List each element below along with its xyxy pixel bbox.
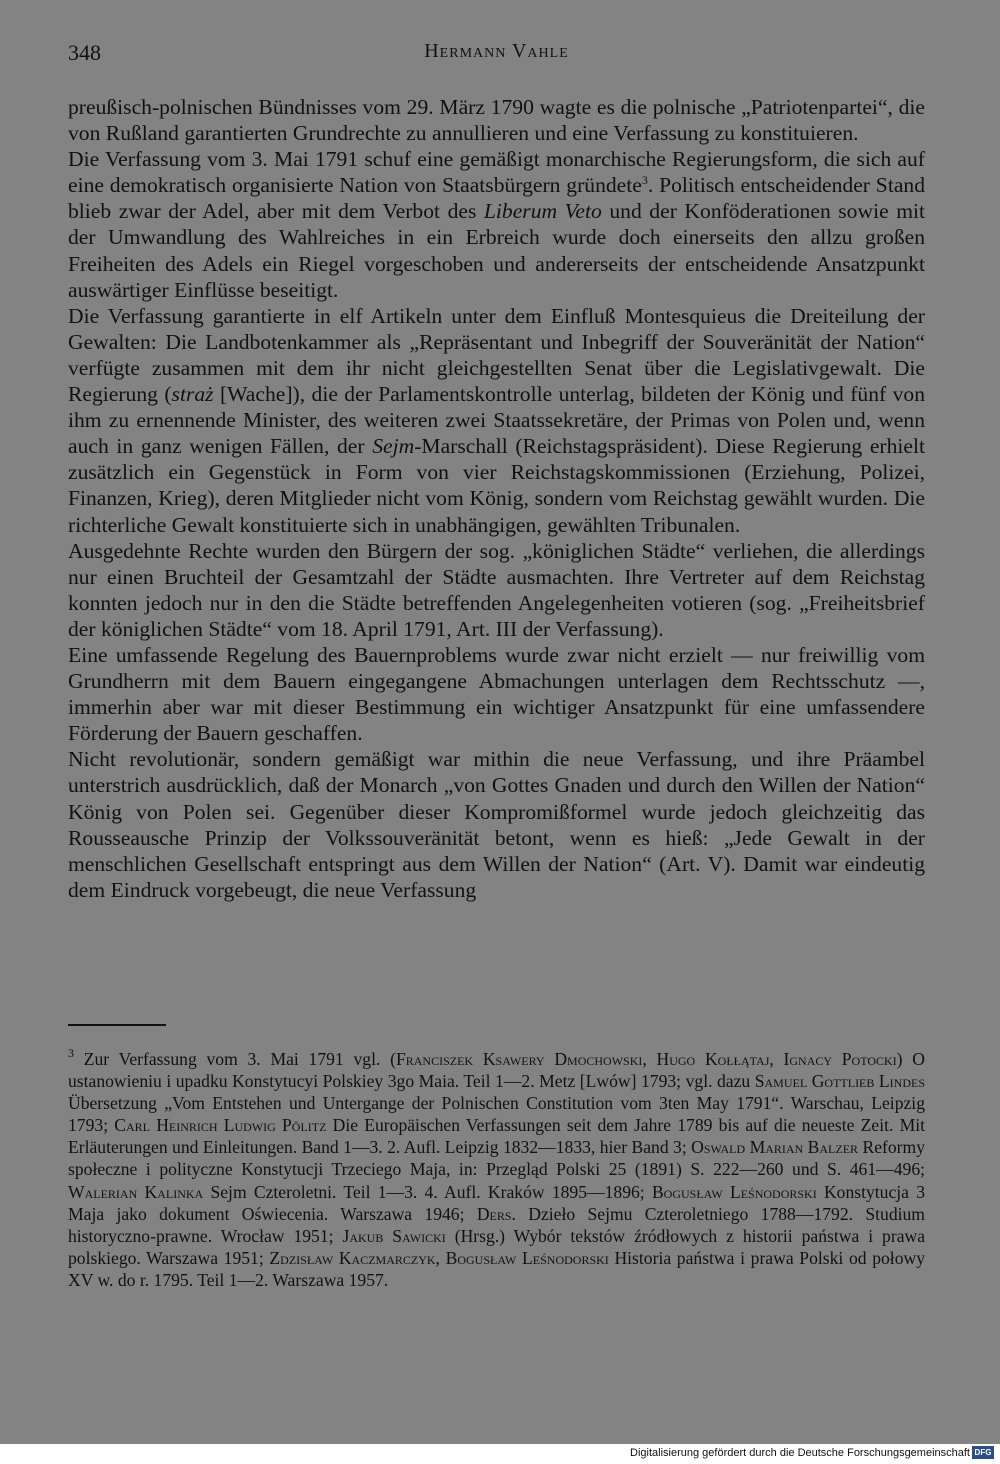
footnote-rule xyxy=(68,1024,166,1026)
footnote-3: $^3$ Zur Verfassung vom 3. Mai 1791 vgl. (Franciszek Ksawery Dmochowski, Hugo Kołłątaj, Ignacy Potocki) O ustanowieniu i upadku Konstytucyi Polskiey 3go Maia. Teil 1—2. Metz [Lwów] 1793; vgl. dazu Samuel Gottlieb Lindes Übersetzung „Vom Entstehen und Untergange der Polnischen Constitution vom 3ten May 1791“. Warschau, Leipzig 1793; Carl Heinrich Ludwig Pölitz Die Europäischen Verfassungen seit dem Jahre 1789 bis auf die neueste Zeit. Mit Erläuterungen und Einleitungen. Band 1—3. 2. Aufl. Leipzig 1832—1833, hier Band 3; Oswald Marian Balzer Reformy społeczne i polityczne Konstytucji Trzeciego Maja, in: Przegląd Polski 25 (1891) S. 222—260 und S. 461—496; Walerian Kalinka Sejm Czteroletni. Teil 1—3. 4. Aufl. Kraków 1895—1896; Bogusław Leśnodorski Konstytucja 3 Maja jako dokument Oświecenia. Warszawa 1946; Ders. Dzieło Sejmu Czteroletniego 1788—1792. Studium historyczno-prawne. Wrocław 1951; Jakub Sawicki (Hrsg.) Wybór tekstów źródłowych z historii państwa i prawa polskiego. Warszawa 1951; Zdzisław Kaczmarczyk, Bogusław Leśnodorski Historia państwa i prawa Polski od połowy XV w. do r. 1795. Teil 1—2. Warszawa 1957. xyxy=(68,1046,926,1290)
paragraph-2: Die Verfassung vom 3. Mai 1791 schuf eine gemäßigt monarchische Regierungsform, die sich auf eine demokratisch organisierte Nation von Staatsbürgern gründete$^3$. Politisch entscheidender Stand blieb zwar der Adel, aber mit dem Verbot des Liberum Veto und der Konföderationen sowie mit der Umwandlung des Wahlreiches in ein Erbreich wurde doch einerseits den allzu großen Freiheiten des Adels ein Riegel vorgeschoben und andererseits der entscheidende Ansatzpunkt auswärtiger Einflüsse beseitigt. xyxy=(68,147,926,302)
page-header xyxy=(68,40,925,70)
footnote-reference: 3 xyxy=(641,173,648,188)
paragraph-5: Eine umfassende Regelung des Bauernproblems wurde zwar nicht erzielt — nur freiwillig vom Grundherrn mit dem Bauern eingegangene Abmachungen unterlagen dem Rechtsschutz —, immerhin aber war mit dieser Bestimmung ein wichtiger Ansatzpunkt für eine umfassendere Förderung der Bauern geschaffen. xyxy=(68,642,925,746)
paragraph-3: Die Verfassung garantierte in elf Artikeln unter dem Einfluß Montesquieus die Dreiteilung der Gewalten: Die Landbotenkammer als „Repräsentant und Inbegriff der Souveränität der Nation“ verfügte zusammen mit dem ihr nicht gleichgestellten Senat über die Legislativgewalt. Die Regierung (straż [Wache]), die der Parlamentskontrolle unterlag, bildeten der König und fünf von ihm zu ernennende Minister, des weiteren zwei Staatssekretäre, der Primas von Polen und, wenn auch in ganz wenigen Fällen, der Sejm-Marschall (Reichstagspräsident). Diese Regierung erhielt zusätzlich ein Gegenstück in Form von vier Reichstagskommissionen (Erziehung, Polizei, Finanzen, Krieg), deren Mitglieder nicht vom König, sondern vom Reichstag gewählt wurden. Die richterliche Gewalt konstituierte sich in unabhängigen, gewählten Tribunalen. xyxy=(68,303,925,537)
dfg-logo: DFG xyxy=(972,1446,994,1459)
body-text xyxy=(68,94,925,903)
paragraph-1: preußisch-polnischen Bündnisses vom 29. März 1790 wagte es die polnische „Patriotenpartei“, die von Rußland garantierten Grundrechte zu annullieren und eine Verfassung zu konstituieren. xyxy=(68,95,925,146)
paragraph-4: Ausgedehnte Rechte wurden den Bürgern der sog. „königlichen Städte“ verliehen, die allerdings nur einen Bruchteil der Gesamtzahl der Städte ausmachten. Ihre Vertreter auf dem Reichstag konnten jedoch nur in den die Städte betreffenden Angelegenheiten votieren (sog. „Freiheitsbrief der königlichen Städte“ vom 18. April 1791, Art. III der Verfassung). xyxy=(68,538,925,641)
footnote-marker: 3 xyxy=(68,1046,74,1060)
running-head: Hermann Vahle xyxy=(424,40,569,62)
page-number: 348 xyxy=(68,40,101,65)
paragraph-6: Nicht revolutionär, sondern gemäßigt war mithin die neue Verfassung, und ihre Präambel unterstrich ausdrücklich, daß der Monarch „von Gottes Gnaden und durch den Willen der Nation“ König von Polen sei. Gegenüber dieser Kompromißformel wurde jedoch gleichzeitig das Rousseausche Prinzip der Volkssouveränität betont, wenn es hieß: „Jede Gewalt in der menschlichen Gesellschaft entspringt aus dem Willen der Nation“ (Art. V). Damit war eindeutig dem Eindruck vorgebeugt, die neue Verfassung xyxy=(68,747,925,902)
digitization-credit: Digitalisierung gefördert durch die Deutsche Forschungsgemeinschaft xyxy=(630,1447,970,1459)
